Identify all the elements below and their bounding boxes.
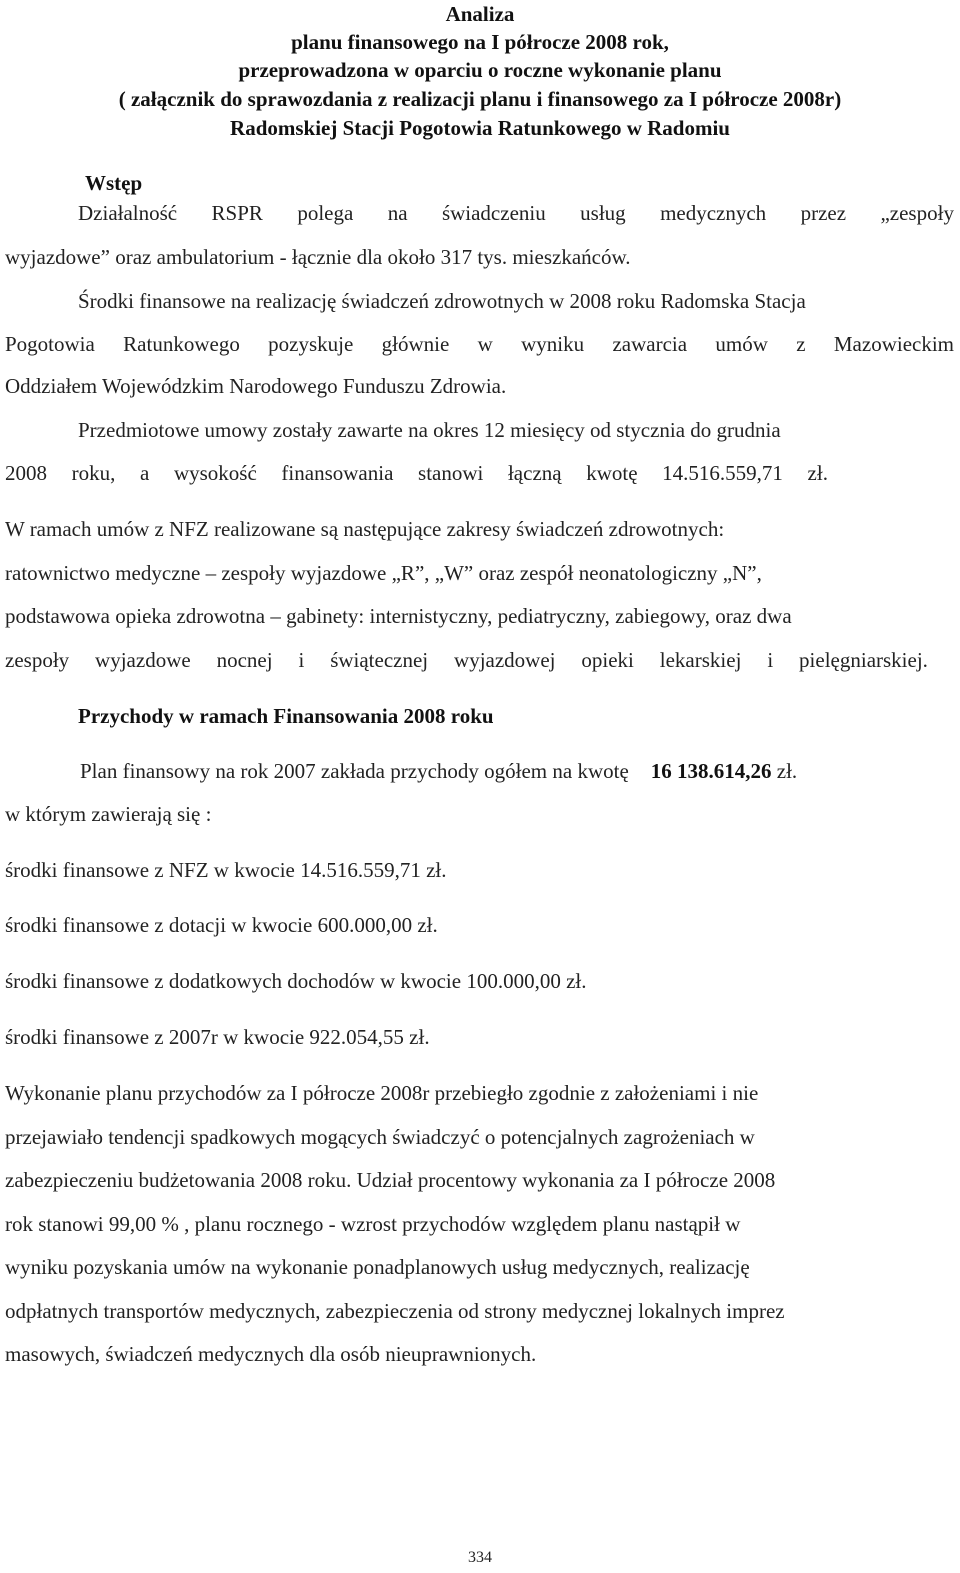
income-item: środki finansowe z NFZ w kwocie 14.516.559,71 zł.: [5, 858, 447, 882]
plan-amount: 16 138.614,26: [650, 759, 772, 783]
word: kwotę: [586, 461, 638, 485]
page-number: 334: [468, 1549, 492, 1566]
word: nocnej: [216, 648, 273, 672]
word: lekarskiej: [659, 648, 742, 672]
word: z: [796, 332, 806, 356]
paragraph-line: ratownictwo medyczne – zespoły wyjazdowe „R”, „W” oraz zespół neonatologiczny „N”,: [5, 561, 762, 585]
section-heading-income: Przychody w ramach Finansowania 2008 roku: [78, 704, 494, 728]
word: Działalność: [78, 201, 178, 225]
word: wyniku: [521, 332, 585, 356]
plan-text: Plan finansowy na rok 2007 zakłada przychody ogółem na kwotę: [80, 759, 629, 783]
word: medycznych: [660, 201, 767, 225]
word: Pogotowia: [5, 332, 95, 356]
paragraph-line: masowych, świadczeń medycznych dla osób nieuprawnionych.: [5, 1342, 537, 1366]
paragraph-line: [5, 461, 828, 486]
word: wysokość: [173, 461, 257, 485]
paragraph-line: [5, 648, 928, 673]
word: zł.: [807, 461, 828, 485]
word: przez: [800, 201, 847, 225]
word: RSPR: [211, 201, 263, 225]
document-title: Analiza: [445, 2, 515, 26]
word: wyjazdowej: [454, 648, 556, 672]
paragraph-line: podstawowa opieka zdrowotna – gabinety: internistyczny, pediatryczny, zabiegowy, oraz dwa: [5, 604, 792, 628]
document-subtitle: planu finansowego na I półrocze 2008 rok,: [291, 30, 669, 54]
income-item: środki finansowe z 2007r w kwocie 922.054,55 zł.: [5, 1025, 430, 1049]
word: polega: [297, 201, 354, 225]
word: zawarcia: [612, 332, 688, 356]
section-heading-intro: Wstęp: [85, 171, 143, 195]
word: usług: [580, 201, 626, 225]
word: finansowania: [281, 461, 394, 485]
word: „zespoły: [880, 201, 954, 225]
word: zespoły: [5, 648, 70, 672]
plan-line: [80, 759, 797, 784]
paragraph-line: przejawiało tendencji spadkowych mogących świadczyć o potencjalnych zagrożeniach w: [5, 1125, 755, 1149]
word: wyjazdowe: [95, 648, 191, 672]
income-item: środki finansowe z dotacji w kwocie 600.000,00 zł.: [5, 913, 438, 937]
document-subtitle: ( załącznik do sprawozdania z realizacji planu i finansowego za I półrocze 2008r): [118, 87, 842, 111]
paragraph-line: wyjazdowe” oraz ambulatorium - łącznie dla około 317 tys. mieszkańców.: [5, 245, 631, 269]
word: opieki: [581, 648, 634, 672]
paragraph-line: odpłatnych transportów medycznych, zabezpieczenia od strony medycznej lokalnych imprez: [5, 1299, 785, 1323]
paragraph-line: W ramach umów z NFZ realizowane są następujące zakresy świadczeń zdrowotnych:: [5, 517, 725, 541]
word: 2008: [5, 461, 47, 485]
word: świadczeniu: [441, 201, 546, 225]
paragraph-line: zabezpieczeniu budżetowania 2008 roku. Udział procentowy wykonania za I półrocze 2008: [5, 1168, 776, 1192]
word: świątecznej: [330, 648, 429, 672]
word: a: [140, 461, 150, 485]
word: stanowi: [418, 461, 484, 485]
plan-unit: zł.: [776, 759, 798, 783]
word: pielęgniarskiej.: [799, 648, 928, 672]
word: łączną: [507, 461, 562, 485]
paragraph-line: Przedmiotowe umowy zostały zawarte na okres 12 miesięcy od stycznia do grudnia: [78, 418, 781, 442]
paragraph-line: [5, 332, 954, 357]
word: umów: [715, 332, 768, 356]
word: 14.516.559,71: [662, 461, 783, 485]
paragraph-line: wyniku pozyskania umów na wykonanie ponadplanowych usług medycznych, realizację: [5, 1255, 750, 1279]
word: w: [477, 332, 493, 356]
document-subtitle: Radomskiej Stacji Pogotowia Ratunkowego w Radomiu: [230, 116, 730, 140]
income-item: środki finansowe z dodatkowych dochodów w kwocie 100.000,00 zł.: [5, 969, 587, 993]
word: pozyskuje: [268, 332, 354, 356]
paragraph-line: Środki finansowe na realizację świadczeń zdrowotnych w 2008 roku Radomska Stacja: [78, 289, 806, 313]
paragraph-line: [78, 201, 954, 226]
word: Ratunkowego: [123, 332, 240, 356]
word: głównie: [381, 332, 450, 356]
paragraph-line: Oddziałem Wojewódzkim Narodowego Funduszu Zdrowia.: [5, 374, 507, 398]
document-subtitle: przeprowadzona w oparciu o roczne wykonanie planu: [238, 58, 722, 82]
paragraph-line: rok stanowi 99,00 % , planu rocznego - wzrost przychodów względem planu nastąpił w: [5, 1212, 741, 1236]
word: na: [387, 201, 408, 225]
word: roku,: [71, 461, 116, 485]
word: Mazowieckim: [833, 332, 954, 356]
paragraph-line: Wykonanie planu przychodów za I półrocze 2008r przebiegło zgodnie z założeniami i nie: [5, 1081, 759, 1105]
paragraph-line: w którym zawierają się :: [5, 802, 212, 826]
word: i: [298, 648, 305, 672]
word: i: [767, 648, 774, 672]
